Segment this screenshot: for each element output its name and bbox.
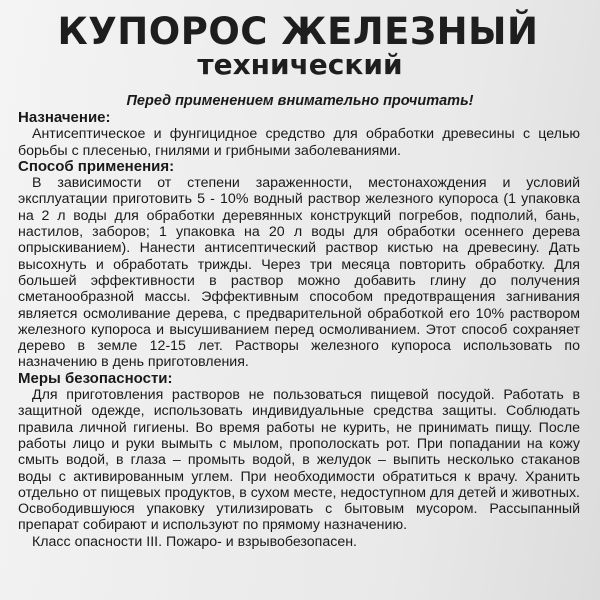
usage-heading: Способ применения: bbox=[18, 157, 175, 175]
safety-heading: Меры безопасности: bbox=[18, 369, 173, 387]
purpose-text: Антисептическое и фунгицидное средство для обработки древесины с целью борьбы с плесенью, гнилями и грибными заболеваниями. bbox=[18, 126, 580, 159]
read-before-use-warning: Перед применением внимательно прочитать! bbox=[126, 93, 474, 109]
product-title: КУПОРОС ЖЕЛЕЗНЫЙ bbox=[57, 10, 539, 53]
label-body bbox=[18, 110, 580, 550]
safety-text: Для приготовления растворов не пользоваться пищевой посудой. Работать в защитной одежде, использовать индивидуальные средства защиты. Соблюдать правила личной гигиены. Во время работы не курить, не принимать пищу. После работы лицо и руки вымыть с мылом, прополоскать рот. При попадании на кожу смыть водой, в глаза – промыть водой, в желудок – выпить несколько стаканов воды с активированным углем. При необходимости обратиться к врачу. Хранить отдельно от пищевых продуктов, в сухом месте, недоступном для детей и животных. Освободившуюся упаковку утилизировать с бытовым мусором. Рассыпанный препарат собирают и используют по прямому назначению. bbox=[18, 387, 580, 534]
purpose-heading: Назначение: bbox=[18, 109, 111, 126]
product-subtitle: технический bbox=[197, 48, 403, 81]
hazard-class-text: Класс опасности III. Пожаро- и взрывобезопасен. bbox=[32, 533, 357, 550]
usage-text: В зависимости от степени зараженности, местонахождения и условий эксплуатации приготовить 5 - 10% водный раствор железного купороса (1 упаковка на 2 л воды для обработки деревянных конструкций погребов, подполий, бань, настилов, заборов; 1 упаковка на 20 л воды для обработки осеннего дерева опрыскиванием). Нанести антисептический раствор кистью на древесину. Дать высохнуть и обработать трижды. Через три месяца повторить обработку. Для большей эффективности в раствор можно добавить глину до получения сметанообразной массы. Эффективным способом предотвращения загнивания является осмоливание дерева, с предварительной обработкой его 10% раствором железного купороса и высушиванием перед осмоливанием. Этот способ сохраняет дерево в земле 12-15 лет. Растворы железного купороса использовать по назначению в день приготовления. bbox=[18, 175, 580, 371]
